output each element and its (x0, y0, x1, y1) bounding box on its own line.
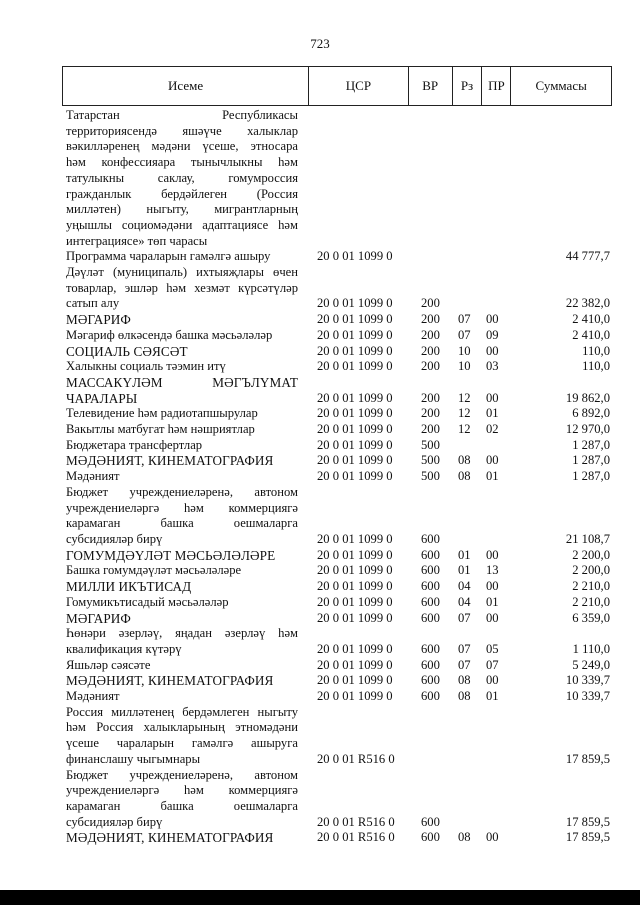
row-name-line: Татарстан Республикасы (66, 108, 298, 122)
row-name-line: СОЦИАЛЬ СӘЯСӘТ (66, 343, 188, 359)
row-rz: 07 (458, 312, 471, 327)
row-rz: 04 (458, 579, 471, 594)
row-name (66, 328, 298, 344)
row-name (66, 108, 298, 249)
row-name-line: Мәдәният (66, 469, 120, 484)
table-row (0, 108, 640, 249)
row-sum: 2 210,0 (572, 594, 610, 609)
row-name-line: МАССАКҮЛӘМ МӘГЪЛҮМАТ (66, 374, 298, 390)
row-name-line: Бюджетара трансфертлар (66, 437, 203, 452)
header-sum: Суммасы (535, 78, 587, 93)
table-row (0, 485, 640, 548)
row-name-line: МӘГАРИФ (66, 610, 131, 626)
row-csr: 20 0 01 1099 0 (317, 641, 393, 656)
row-pr: 00 (486, 673, 499, 688)
row-name-line: квалификация күтәрү (66, 641, 182, 656)
row-rz: 01 (458, 547, 471, 562)
row-name-line: ЧАРАЛАРЫ (66, 390, 138, 406)
table-row (0, 595, 640, 611)
table-row (0, 611, 640, 627)
row-pr: 00 (486, 830, 499, 845)
row-name (66, 453, 298, 469)
row-csr: 20 0 01 1099 0 (317, 296, 393, 311)
table-row (0, 548, 640, 564)
row-rz: 07 (458, 641, 471, 656)
row-vr: 200 (421, 390, 440, 405)
row-sum: 19 862,0 (565, 390, 610, 405)
row-name-line: МӘДӘНИЯТ, КИНЕМАТОГРАФИЯ (66, 673, 274, 689)
row-name-line: Һөнәри әзерләү, яңадан әзерләү һәм (66, 626, 298, 641)
row-pr: 00 (486, 390, 499, 405)
row-name-line: Россия милләтенең бердәмлеген ныгыту (66, 704, 298, 719)
row-sum: 2 200,0 (572, 563, 610, 578)
row-pr: 01 (486, 469, 499, 484)
row-name-line: Телевидение һәм радиотапшырулар (66, 406, 258, 421)
row-name (66, 595, 298, 611)
row-name-line: ГОМУМДӘҮЛӘТ МӘСЬӘЛӘЛӘРЕ (66, 547, 276, 563)
row-pr: 03 (486, 359, 499, 374)
row-name (66, 548, 298, 564)
row-name (66, 375, 298, 406)
table-row (0, 705, 640, 768)
row-pr: 13 (486, 563, 499, 578)
row-vr: 200 (421, 327, 440, 342)
row-name-line: МӘГАРИФ (66, 312, 131, 328)
row-name-line: субсидияләр бирү (66, 531, 163, 546)
row-name-line: Вакытлы матбугат һәм нәшриятлар (66, 422, 255, 437)
row-pr: 00 (486, 343, 499, 358)
row-sum: 110,0 (582, 343, 610, 358)
table-row (0, 579, 640, 595)
row-vr: 600 (421, 673, 440, 688)
row-pr: 00 (486, 453, 499, 468)
row-pr: 01 (486, 689, 499, 704)
table-row (0, 328, 640, 344)
table-row (0, 249, 640, 265)
row-rz: 07 (458, 610, 471, 625)
row-name-line: Бюджет учреждениеләренә, автоном (66, 767, 298, 782)
row-vr: 200 (421, 312, 440, 327)
row-vr: 600 (421, 689, 440, 704)
row-name-line: Дәүләт (муниципаль) ихтыяҗлары өчен (66, 265, 298, 280)
row-sum: 5 249,0 (572, 657, 610, 672)
row-csr: 20 0 01 1099 0 (317, 657, 393, 672)
table-row (0, 626, 640, 657)
row-name-line: татулыкны саклау, гомумроссия (66, 170, 298, 185)
row-name-line: уңышлы социомәдәни адаптациясе һәм (66, 217, 298, 232)
row-name-line: Гомумикътисадый мәсьәләләр (66, 594, 229, 609)
row-rz: 08 (458, 673, 471, 688)
row-name (66, 768, 298, 831)
row-sum: 6 892,0 (572, 406, 610, 421)
row-pr: 00 (486, 579, 499, 594)
row-csr: 20 0 01 1099 0 (317, 547, 393, 562)
row-sum: 1 287,0 (572, 437, 610, 452)
row-name-line: субсидияләр бирү (66, 814, 163, 829)
row-rz: 12 (458, 406, 471, 421)
row-name-line: финанслашу чыгымнары (66, 751, 201, 766)
row-csr: 20 0 01 1099 0 (317, 359, 393, 374)
row-pr: 07 (486, 657, 499, 672)
row-name (66, 265, 298, 312)
row-csr: 20 0 01 1099 0 (317, 312, 393, 327)
row-name-line: Программа чараларын гамәлгә ашыру (66, 249, 271, 264)
row-name-line: Башка гомумдәүләт мәсьәләләре (66, 563, 242, 578)
row-vr: 600 (421, 610, 440, 625)
table-row (0, 422, 640, 438)
row-name-line: милләтен) ныгыту, мигрантларның (66, 202, 298, 217)
row-csr: 20 0 01 1099 0 (317, 327, 393, 342)
row-vr: 600 (421, 594, 440, 609)
row-vr: 600 (421, 641, 440, 656)
row-vr: 200 (421, 343, 440, 358)
row-vr: 200 (421, 296, 440, 311)
table-row (0, 406, 640, 422)
row-pr: 00 (486, 312, 499, 327)
row-csr: 20 0 01 1099 0 (317, 531, 393, 546)
row-rz: 10 (458, 343, 471, 358)
row-sum: 17 859,5 (565, 751, 610, 766)
row-name-line: вәкилләренең мәдәни үсеше, этносара (66, 139, 298, 154)
row-name (66, 344, 298, 360)
row-vr: 600 (421, 563, 440, 578)
row-rz: 07 (458, 327, 471, 342)
row-csr: 20 0 01 1099 0 (317, 406, 393, 421)
row-csr: 20 0 01 1099 0 (317, 437, 393, 452)
row-rz: 01 (458, 563, 471, 578)
row-name-line: Мәдәният (66, 689, 120, 704)
row-rz: 08 (458, 830, 471, 845)
row-vr: 200 (421, 406, 440, 421)
row-name-line: Мәгариф өлкәсендә башка мәсьәләләр (66, 327, 273, 342)
row-name (66, 611, 298, 627)
row-sum: 10 339,7 (565, 689, 610, 704)
row-name-line: учреждениеләргә һәм коммерциягә (66, 783, 298, 798)
row-pr: 09 (486, 327, 499, 342)
row-rz: 12 (458, 422, 471, 437)
header-pr: ПР (482, 67, 511, 105)
row-name (66, 563, 298, 579)
table-row (0, 830, 640, 846)
row-csr: 20 0 01 1099 0 (317, 390, 393, 405)
row-sum: 17 859,5 (565, 814, 610, 829)
row-vr: 600 (421, 579, 440, 594)
row-sum: 10 339,7 (565, 673, 610, 688)
table-row (0, 689, 640, 705)
row-name-line: һәм конфессияара тынычлыкны һәм (66, 155, 298, 170)
row-name-line: сатып алу (66, 296, 120, 311)
row-name-line: Бюджет учреждениеләренә, автоном (66, 484, 298, 499)
row-csr: 20 0 01 1099 0 (317, 689, 393, 704)
row-csr: 20 0 01 1099 0 (317, 343, 393, 358)
row-name (66, 422, 298, 438)
row-rz: 12 (458, 390, 471, 405)
row-sum: 12 970,0 (565, 422, 610, 437)
row-csr: 20 0 01 1099 0 (317, 249, 393, 264)
row-csr: 20 0 01 1099 0 (317, 422, 393, 437)
table-row (0, 673, 640, 689)
row-name (66, 469, 298, 485)
row-vr: 500 (421, 469, 440, 484)
row-sum: 1 110,0 (572, 641, 610, 656)
row-vr: 600 (421, 547, 440, 562)
row-name (66, 689, 298, 705)
row-csr: 20 0 01 1099 0 (317, 453, 393, 468)
row-vr: 600 (421, 657, 440, 672)
row-rz: 10 (458, 359, 471, 374)
header-rz: Рз (453, 67, 483, 105)
row-vr: 600 (421, 531, 440, 546)
row-csr: 20 0 01 1099 0 (317, 579, 393, 594)
row-name-line: Халыкны социаль тәэмин итү (66, 359, 226, 374)
row-sum: 2 410,0 (572, 327, 610, 342)
table-row (0, 438, 640, 454)
row-vr: 600 (421, 814, 440, 829)
row-name-line: товарлар, эшләр һәм хезмәт күрсәтүләр (66, 280, 298, 295)
row-name-line: карамаган башка оешмаларга (66, 516, 298, 531)
row-name-line: МӘДӘНИЯТ, КИНЕМАТОГРАФИЯ (66, 830, 274, 846)
row-sum: 2 210,0 (572, 579, 610, 594)
row-csr: 20 0 01 R516 0 (317, 751, 395, 766)
row-name-line: МИЛЛИ ИКЪТИСАД (66, 579, 192, 595)
row-csr: 20 0 01 1099 0 (317, 673, 393, 688)
row-sum: 22 382,0 (565, 296, 610, 311)
row-sum: 1 287,0 (572, 469, 610, 484)
row-sum: 44 777,7 (565, 249, 610, 264)
table-row (0, 375, 640, 406)
row-name (66, 249, 298, 265)
row-name (66, 438, 298, 454)
row-sum: 2 200,0 (572, 547, 610, 562)
row-name (66, 673, 298, 689)
row-vr: 500 (421, 453, 440, 468)
row-rz: 04 (458, 594, 471, 609)
row-name (66, 485, 298, 548)
row-rz: 08 (458, 453, 471, 468)
header-name: Исеме (63, 67, 309, 105)
row-vr: 600 (421, 830, 440, 845)
table-row (0, 312, 640, 328)
page-number: 723 (310, 36, 330, 51)
row-sum: 1 287,0 (572, 453, 610, 468)
table-body (0, 108, 640, 846)
row-name (66, 705, 298, 768)
row-name-line: һәм Россия халыкларының этномәдәни (66, 720, 298, 735)
row-csr: 20 0 01 R516 0 (317, 814, 395, 829)
header-csr: ЦСР (309, 67, 409, 105)
row-sum: 6 359,0 (572, 610, 610, 625)
row-sum: 21 108,7 (565, 531, 610, 546)
row-name (66, 658, 298, 674)
table-row (0, 563, 640, 579)
row-name-line: интеграциясе» төп чарасы (66, 233, 208, 248)
table-header (62, 66, 612, 106)
row-pr: 01 (486, 406, 499, 421)
table-row (0, 344, 640, 360)
row-name (66, 626, 298, 657)
row-pr: 00 (486, 547, 499, 562)
header-vr: ВР (409, 67, 453, 105)
row-name-line: территориясендә яшәүче халыклар (66, 123, 298, 138)
row-rz: 08 (458, 689, 471, 704)
scan-border (0, 890, 640, 905)
row-sum: 2 410,0 (572, 312, 610, 327)
row-csr: 20 0 01 R516 0 (317, 830, 395, 845)
row-sum: 110,0 (582, 359, 610, 374)
row-csr: 20 0 01 1099 0 (317, 594, 393, 609)
row-name-line: МӘДӘНИЯТ, КИНЕМАТОГРАФИЯ (66, 453, 274, 469)
row-name (66, 579, 298, 595)
row-csr: 20 0 01 1099 0 (317, 469, 393, 484)
row-name (66, 312, 298, 328)
row-csr: 20 0 01 1099 0 (317, 563, 393, 578)
row-vr: 200 (421, 422, 440, 437)
table-row (0, 359, 640, 375)
row-name-line: гражданлык бердәйлеген (Россия (66, 186, 298, 201)
row-csr: 20 0 01 1099 0 (317, 610, 393, 625)
row-name (66, 830, 298, 846)
row-name-line: учреждениеләргә һәм коммерциягә (66, 500, 298, 515)
row-name (66, 406, 298, 422)
row-name-line: Яшьләр сәясәте (66, 657, 151, 672)
row-pr: 02 (486, 422, 499, 437)
row-sum: 17 859,5 (565, 830, 610, 845)
row-name-line: үсеше чараларын гамәлгә ашыруга (66, 736, 298, 751)
row-pr: 00 (486, 610, 499, 625)
table-row (0, 469, 640, 485)
row-rz: 08 (458, 469, 471, 484)
row-vr: 500 (421, 437, 440, 452)
row-name (66, 359, 298, 375)
row-name-line: карамаган башка оешмаларга (66, 798, 298, 813)
row-pr: 05 (486, 641, 499, 656)
table-row (0, 768, 640, 831)
row-pr: 01 (486, 594, 499, 609)
row-rz: 07 (458, 657, 471, 672)
table-row (0, 265, 640, 312)
row-vr: 200 (421, 359, 440, 374)
table-row (0, 658, 640, 674)
table-row (0, 453, 640, 469)
